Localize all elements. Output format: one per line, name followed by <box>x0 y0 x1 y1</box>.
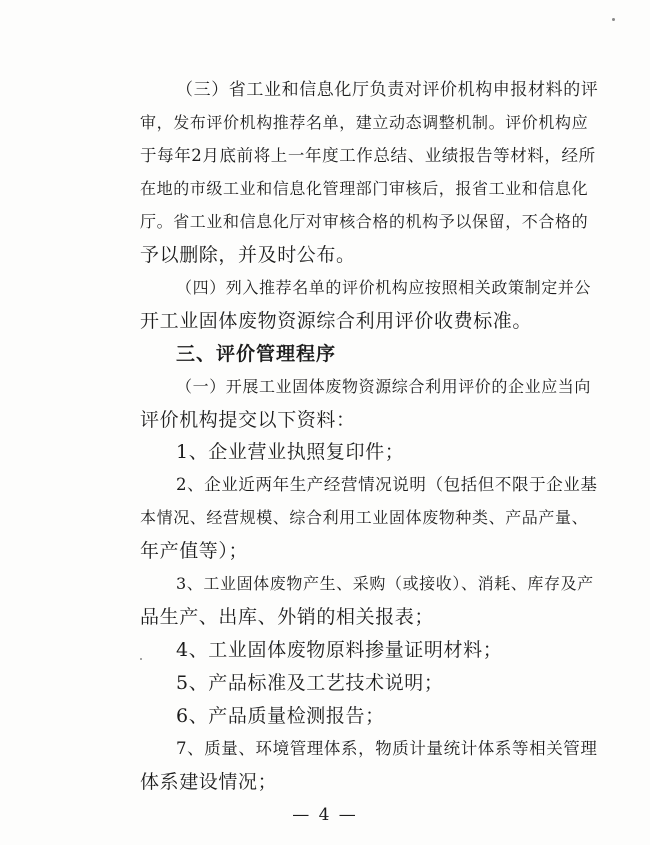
text-line: 于每年2月底前将上一年度工作总结、业绩报告等材料，经所 <box>140 146 596 165</box>
text-line: 4、工业固体废物原料掺量证明材料； <box>176 639 503 661</box>
text-line: 2、企业近两年生产经营情况说明（包括但不限于企业基 <box>176 475 598 494</box>
text-line: 在地的市级工业和信息化管理部门审核后，报省工业和信息化 <box>140 179 589 198</box>
text-line: 体系建设情况； <box>140 771 278 793</box>
section-heading: 三、评价管理程序 <box>176 343 337 365</box>
text-line: 审，发布评价机构推荐名单，建立动态调整机制。评价机构应 <box>140 113 589 132</box>
text-line: 5、产品标准及工艺技术说明； <box>176 672 444 694</box>
text-line: 开工业固体废物资源综合利用评价收费标准。 <box>140 310 533 332</box>
text-line: 评价机构提交以下资料： <box>140 409 356 431</box>
text-line: 年产值等）； <box>140 540 249 562</box>
text-line: 3、工业固体废物产生、采购（或接收）、消耗、库存及产 <box>176 574 594 593</box>
text-line: 1、企业营业执照复印件； <box>176 441 405 463</box>
text-line: 品生产、出库、外销的相关报表； <box>140 606 435 628</box>
scan-speck <box>612 18 615 21</box>
text-line: 本情况、经营规模、综合利用工业固体废物种类、产品产量、 <box>140 508 589 527</box>
text-line: 6、产品质量检测报告； <box>176 705 385 727</box>
text-line: （一）开展工业固体废物资源综合利用评价的企业应当向 <box>176 377 592 396</box>
text-line: （四）列入推荐名单的评价机构应按照相关政策制定并公 <box>176 278 592 297</box>
text-line: 予以删除，并及时公布。 <box>140 244 356 266</box>
text-line: （三）省工业和信息化厅负责对评价机构申报材料的评 <box>176 80 599 100</box>
text-line: 厅。省工业和信息化厅对审核合格的机构予以保留，不合格的 <box>140 212 589 231</box>
scan-speck <box>140 658 142 660</box>
text-line: 7、质量、环境管理体系，物质计量统计体系等相关管理 <box>176 739 598 758</box>
page-number: — 4 — <box>292 805 358 825</box>
